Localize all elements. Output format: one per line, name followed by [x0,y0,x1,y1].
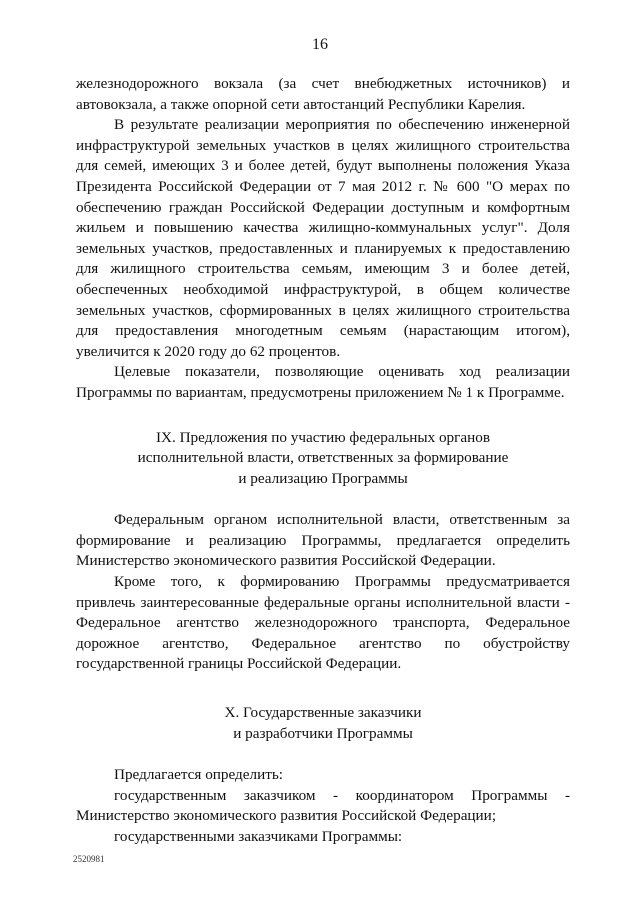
paragraph-federal-body: Федеральным органом исполнительной власти, ответственным за формирование и реализацию Программы, предлагается определить Министерство экономического развития Российской Федерации. [76,511,570,570]
heading-line: исполнительной власти, ответственных за формирование [137,449,509,467]
page-number: 16 [312,36,328,53]
heading-line: IX. Предложения по участию федеральных органов [155,428,491,446]
heading-line: и разработчики Программы [233,724,413,742]
paragraph-coordinator: государственным заказчиком - координатором Программы - Министерство экономического развития Российской Федерации; [76,786,570,825]
heading-line: и реализацию Программы [238,469,408,487]
paragraph-engineering-infrastructure: В результате реализации мероприятия по обеспечению инженерной инфраструктурой земельных участков в целях жилищного строительства для семей, имеющих 3 и более детей, будут выполнены положения Указа Президента Российской Федерации от 7 мая 2012 г. № 600 "О мерах по обеспечению граждан Российской Федерации доступным и комфортным жильем и повышению качества жилищно-коммунальных услуг". Доля земельных участков, предоставленных и планируемых к предоставлению для жилищного строительства семьям, имеющим 3 и более детей, обеспеченных необходимой инфраструктурой, в общем количестве земельных участков, сформированных в целях жилищного строительства для предоставления многодетным семьям (нарастающим итогом), увеличится к 2020 году до 62 процентов. [76,116,570,360]
paragraph-target-indicators: Целевые показатели, позволяющие оценивать ход реализации Программы по вариантам, предусмотрены приложением № 1 к Программе. [76,363,570,401]
paragraph-proposed: Предлагается определить: [114,766,284,784]
paragraph-customers: государственными заказчиками Программы: [114,828,403,845]
document-body [76,74,570,848]
heading-line: X. Государственные заказчики [224,704,422,722]
paragraph-other-bodies: Кроме того, к формированию Программы предусматривается привлечь заинтересованные федеральные органы исполнительной власти - Федеральное агентство железнодорожного транспорта, Федеральное дорожное агентство, Федеральное агентство по обустройству государственной границы Российской Федерации. [76,573,570,673]
section-heading-x [76,703,570,744]
paragraph-continuation: железнодорожного вокзала (за счет внебюджетных источников) и автовокзала, а также опорной сети автостанций Республики Карелия. [76,75,570,113]
section-heading-ix [76,428,570,490]
document-code: 2520981 [73,854,105,864]
